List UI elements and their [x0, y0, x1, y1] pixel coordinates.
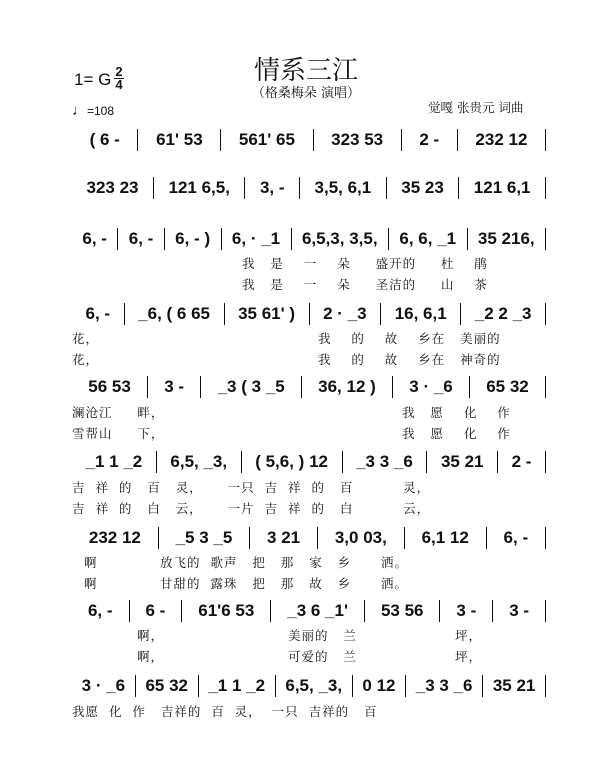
lyric-line: 啊， [137, 649, 165, 664]
measure: 6,5, _3, [170, 452, 228, 471]
measure: 3,0 03, [334, 528, 387, 547]
barline [545, 600, 546, 622]
measure: _3 3 _6 [356, 452, 413, 471]
measure: 6,5,3, 3,5, [301, 229, 378, 248]
measure: 6,1 12 [421, 528, 469, 547]
time-top: 2 [115, 64, 123, 79]
score-row [72, 128, 546, 152]
barline [545, 376, 546, 398]
song-title: 情系三江 [253, 56, 358, 86]
lyric-line: 放飞的 歌声 把 那 家 乡 洒。 [160, 555, 408, 570]
measure: 232 12 [88, 528, 141, 547]
measure: 53 56 [380, 601, 424, 620]
lyric-line: 澜沧江 畔， [72, 405, 165, 420]
measure: 65 32 [486, 377, 529, 396]
measure: 3 - [456, 601, 477, 620]
measure: 35 216, [477, 229, 535, 248]
lyric-line: 美丽的 兰 [288, 628, 357, 643]
measure: 3 21 [267, 528, 301, 547]
score-row [72, 302, 546, 326]
lyric-line: 啊 [84, 576, 98, 591]
lyric-line: 坪， [455, 649, 483, 664]
lyric-line: 坪， [455, 628, 483, 643]
lyric-line: 我 的 故 乡在 美丽的 [318, 331, 501, 346]
measure: 6, - ) [175, 229, 211, 248]
lyric-line: 我 愿 化 作 [402, 405, 511, 420]
barline [545, 129, 546, 151]
score-row [72, 450, 546, 474]
measure: 35 23 [401, 178, 444, 197]
measure: 2 · _3 [323, 304, 367, 323]
time-signature [114, 66, 124, 91]
measure: 121 6,1 [473, 178, 531, 197]
measure: 35 61' ) [238, 304, 296, 323]
measure: 35 21 [492, 676, 536, 695]
lyric-line: 我 是 一 朵 圣洁的 山 茶 [242, 277, 488, 292]
key-signature: 1= G [74, 70, 112, 89]
score-row [72, 227, 546, 251]
lyric-line: 雪帮山 下， [72, 426, 165, 441]
lyric-line: 我 愿 化 作 [402, 426, 511, 441]
barline [545, 675, 546, 697]
measure: ( 6 - [89, 130, 120, 149]
lyric-line: 我愿 化 作 吉祥的 百 灵， 一只 吉祥的 百 [72, 704, 378, 719]
measure: 6, - [82, 229, 107, 248]
measure: 56 53 [88, 377, 131, 396]
lyric-line: 花， [72, 352, 100, 367]
tempo-marking [72, 102, 114, 119]
measure: 3, - [259, 178, 285, 197]
measure: 2 - [511, 452, 532, 471]
measure: 61'6 53 [198, 601, 255, 620]
measure: 3 - [164, 377, 185, 396]
measure: 3,5, 6,1 [314, 178, 372, 197]
measure: 323 23 [86, 178, 139, 197]
measure: 3 · _6 [409, 377, 453, 396]
measure: _5 3 _5 [175, 528, 233, 547]
measure: 2 - [419, 130, 440, 149]
lyric-line: 我 的 故 乡在 神奇的 [318, 352, 501, 367]
measure: 6, - [85, 304, 111, 323]
credits: 觉嘎 张贵元 词曲 [428, 100, 524, 115]
score-row [72, 375, 546, 399]
measure: 6,5, _3, [285, 676, 343, 695]
score-row [72, 674, 546, 698]
measure: 121 6,5, [168, 178, 230, 197]
measure: 65 32 [145, 676, 188, 695]
measure: 61' 53 [156, 130, 203, 149]
lyric-line: 甘甜的 露珠 把 那 故 乡 洒。 [160, 576, 408, 591]
measure: 3 · _6 [81, 676, 126, 695]
measure: 35 21 [440, 452, 484, 471]
lyric-line: 可爱的 兰 [288, 649, 357, 664]
measure: 16, 6,1 [394, 304, 447, 323]
score-row [72, 599, 546, 623]
lyric-line: 花， [72, 331, 100, 346]
measure: 6, - [87, 601, 113, 620]
measure: 6, - [503, 528, 529, 547]
lyric-line: 吉 祥 的 白 云， 一片 吉 祥 的 白 云， [72, 501, 431, 516]
measure: 6, - [128, 229, 154, 248]
measure: 6, · _1 [231, 229, 281, 248]
lyric-line: 吉 祥 的 百 灵， 一只 吉 祥 的 百 灵， [72, 480, 431, 495]
measure: _3 ( 3 _5 [217, 377, 285, 396]
barline [545, 228, 546, 250]
barline [545, 527, 546, 549]
measure: _6, ( 6 65 [138, 304, 210, 323]
barline [545, 451, 546, 473]
measure: 6 - [145, 601, 166, 620]
measure: 3 - [509, 601, 530, 620]
measure: ( 5,6, ) 12 [255, 452, 328, 471]
barline [545, 177, 546, 199]
score-row [72, 526, 546, 550]
barline [545, 303, 546, 325]
measure: 6, 6, _1 [399, 229, 457, 248]
measure: 36, 12 ) [318, 377, 376, 396]
measure: 323 53 [331, 130, 384, 149]
measure: _3 3 _6 [415, 676, 473, 695]
measure: _3 6 _1' [287, 601, 348, 620]
measure: 561' 65 [238, 130, 295, 149]
lyric-line: 啊 [84, 555, 98, 570]
measure: 232 12 [475, 130, 528, 149]
quarter-note-icon: ♩ [72, 102, 87, 119]
measure: 0 12 [362, 676, 396, 695]
score-row [72, 176, 546, 200]
lyric-line: 我 是 一 朵 盛开的 杜 鹃 [242, 256, 488, 271]
lyric-line: 啊， [137, 628, 165, 643]
performer: （格桑梅朵 演唱） [251, 86, 361, 101]
measure: _1 1 _2 [208, 676, 266, 695]
measure: _1 1 _2 [85, 452, 143, 471]
tempo-value: =108 [87, 104, 115, 118]
time-bottom: 4 [115, 77, 123, 92]
measure: _2 2 _3 [474, 304, 532, 323]
